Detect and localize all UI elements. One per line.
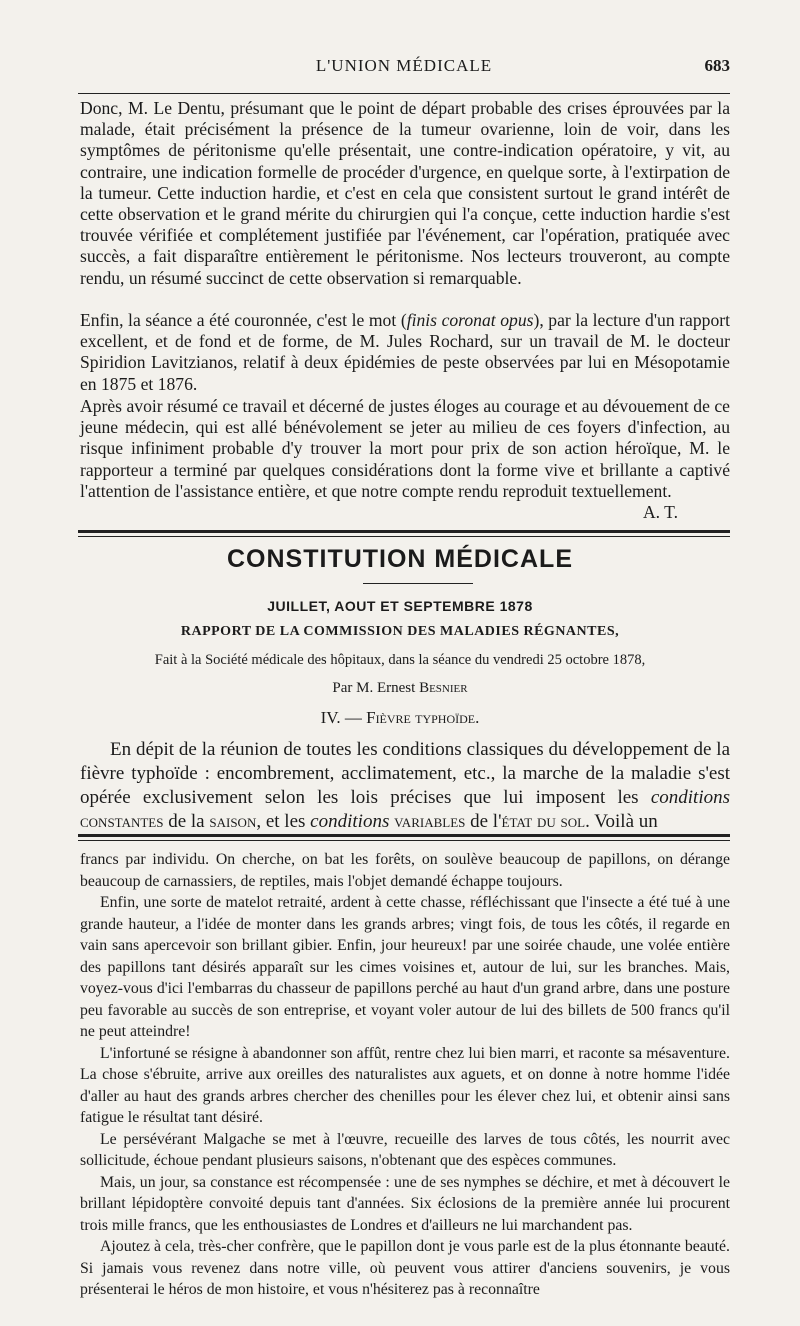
feuilleton-paragraph: Enfin, une sorte de matelot retraité, ardent à cette chasse, réfléchissant que l'insecte a été tué à une grande hauteur, a l'idée de monter dans les grands arbres; vingt fois, de tous les côtés, il regarde en vain sans apercevoir son brillant gibier. Enfin, jour heureux! par une soirée chaude, une volée entière des papillons tant désirés apparaît sur les cimes voisines et, autour de lui, sur les branches. Mais, voyez-vous d'ici l'embarras du chasseur de papillons perché au haut d'un grand arbre, dans une posture peu favorable au succès de son entreprise, et voyant voler autour de lui des billets de 500 francs qu'il ne peut atteindre! [80, 894, 730, 1040]
feuilleton-paragraph: francs par individu. On cherche, on bat les forêts, on soulève beaucoup de papillons, on dérange beaucoup de carnassiers, de reptiles, mais l'objet demandé échappe toujours. [80, 851, 730, 890]
feuilleton-rule [78, 834, 730, 837]
article-paragraph-3 [80, 396, 730, 523]
article-paragraph-2 [80, 310, 730, 395]
paragraph-text: Donc, M. Le Dentu, présumant que le point de départ probable des crises éprouvées par la malade, était précisément la présence de la tumeur ovarienne, loin de voir, dans les symptômes de péritonisme qu'elle présentait, une contre-indication opératoire, y vit, au contraire, une indication formelle de procéder d'urgence, en quelque sorte, à l'extirpation de la tumeur. Cette induction hardie, et c'est en cela que consistent surtout le grand intérêt de cette observation et le grand mérite du chirurgien qui l'a conçue, cette induction hardie s'est trouvée vérifiée et complétement justifiée par l'événement, car l'opération, pratiquée avec succès, a fait disparaître entièrement le péritonisme. Nos lecteurs trouveront, au compte rendu, un résumé succinct de cette observation si remarquable. [80, 98, 730, 288]
header-rule [78, 93, 730, 94]
paragraph-text: Enfin, la séance a été couronnée, c'est le mot (finis coronat opus), par la lecture d'un rapport excellent, et de fond et de forme, de M. Jules Rochard, sur un travail de M. le docteur Spiridion Lavitzianos, relatif à deux épidémies de peste observées par lui en Mésopotamie en 1875 et 1876. [80, 310, 730, 394]
page-number: 683 [704, 56, 730, 75]
section-title: CONSTITUTION MÉDICALE [227, 545, 573, 573]
signature: A. T. [642, 502, 678, 523]
feuilleton-rule-thin [78, 840, 730, 841]
title-underline [363, 583, 473, 584]
feuilleton-paragraph: Ajoutez à cela, très-cher confrère, que le papillon dont je vous parle est de la plus étonnante beauté. Si jamais vous revenez dans notre ville, où peuvent vous attirer d'anciens souvenirs, je vous présenterai le héros de mon histoire, et vous n'hésiterez pas à reconnaître [80, 1238, 730, 1298]
chapter-heading: IV. — Fièvre typhoïde. [320, 708, 480, 727]
latin-quote: finis coronat opus [406, 310, 534, 330]
journal-title: L'UNION MÉDICALE [315, 56, 493, 75]
typhoid-paragraph [80, 738, 730, 834]
report-title: RAPPORT DE LA COMMISSION DES MALADIES RÉGNANTES, [180, 624, 620, 639]
page-header [78, 52, 730, 92]
article-paragraph-1 [80, 98, 730, 289]
paragraph-text: En dépit de la réunion de toutes les conditions classiques du développement de la fièvre typhoïde : encombrement, acclimatement, etc., la marche de la maladie s'est opérée exclusivement selon les lois précises que lui imposent les conditions constantes de la saison, et les conditions variables de l'état du sol. Voilà un [80, 739, 730, 832]
section-period: JUILLET, AOUT ET SEPTEMBRE 1878 [267, 598, 533, 614]
report-context: Fait à la Société médicale des hôpitaux, dans la séance du vendredi 25 octobre 1878, [154, 652, 646, 668]
report-author: Par M. Ernest Besnier [332, 680, 468, 696]
feuilleton-paragraph: Mais, un jour, sa constance est récompensée : une de ses nymphes se déchire, et met à découvert le brillant lépidoptère convoité depuis tant d'années. Six éclosions de la première année lui procurent trois mille francs, que les enthousiastes de Londres et d'ailleurs ne lui marchandent pas. [80, 1173, 730, 1234]
section-rule [78, 530, 730, 533]
feuilleton-paragraph: L'infortuné se résigne à abandonner son affût, rentre chez lui bien marri, et raconte sa mésaventure. La chose s'ébruite, arrive aux oreilles des naturalistes aux aguets, et on donne à notre homme l'idée d'aller au haut des grands arbres chercher des chenilles pour les élever chez lui, et obtenir ainsi sans fatigue le résultat tant désiré. [80, 1044, 730, 1126]
author-surname: Besnier [419, 680, 468, 696]
feuilleton-paragraph: Le persévérant Malgache se met à l'œuvre, recueille des larves de tous côtés, les nourrit avec sollicitude, échoue pendant plusieurs saisons, n'obtenant que des espèces communes. [80, 1130, 730, 1169]
feuilleton [80, 849, 730, 1301]
paragraph-text: Après avoir résumé ce travail et décerné de justes éloges au courage et au dévouement de ce jeune médecin, qui est allé bénévolement se jeter au milieu de ces foyers d'infection, au risque infiniment probable d'y trouver la mort pour prix de son action héroïque, M. le rapporteur a terminé par quelques considérations dont la forme vive et brillante a captivé l'attention de l'assistance entière, et que notre compte rendu reproduit textuellement. A. T. [80, 396, 730, 523]
section-rule-thin [78, 536, 730, 537]
